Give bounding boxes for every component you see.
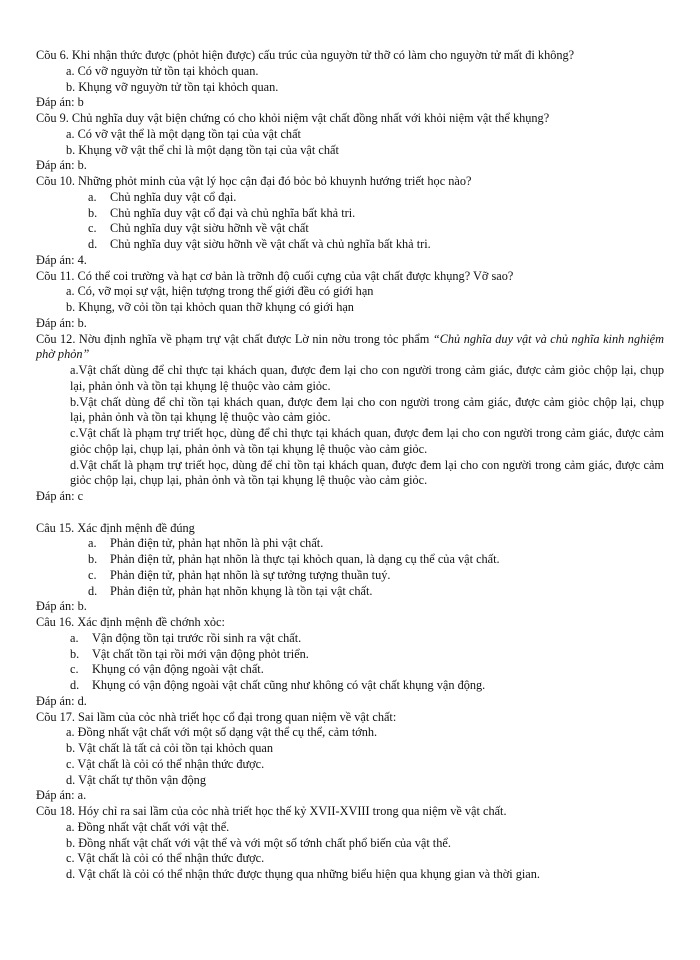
q16-option-c <box>36 662 664 678</box>
q12-option-a: a.Vật chất dùng để chỉ thực tại khách quan, được đem lại cho con người trong cảm giác, được cảm giỏc chộp lại, chụp lại, phản ỏnh và tồn tại khụng lệ thuộc vào cảm giỏc. <box>70 363 664 393</box>
q9-option-a: a. Có vỡ vật thể là một dạng tồn tại của vật chất <box>66 126 301 141</box>
q15-option-a <box>36 536 664 552</box>
q18-option-c: c. Vật chất là cỏi có thể nhận thức được. <box>66 851 265 866</box>
option-letter: b. <box>88 205 98 220</box>
q10-answer: Đáp án: 4. <box>36 252 87 267</box>
q12-option-b: b.Vật chất dùng để chỉ tồn tại khách quan, được đem lại cho con người trong cảm giác, được cảm giỏc chộp lại, chụp lại, phản ỏnh và tồn tại khụng lệ thuộc vào cảm giỏc. <box>70 394 664 425</box>
option-text: Phản điện tử, phản hạt nhõn khụng là tồn tại vật chất. <box>110 583 373 598</box>
option-letter: d. <box>88 237 98 251</box>
q15-option-d <box>36 584 664 600</box>
option-letter: d. <box>70 678 80 692</box>
question-16: Câu 16. Xác định mệnh đề chớnh xỏc: <box>36 615 225 629</box>
q6-option-a: a. Có vỡ nguyờn tử tồn tại khỏch quan. <box>66 63 259 78</box>
q12-answer: Đáp án: c <box>36 489 84 503</box>
option-text: Chủ nghĩa duy vật siờu hỡnh về vật chất <box>110 221 309 236</box>
option-letter: a. <box>88 536 97 551</box>
question-9: Cõu 9. Chủ nghĩa duy vật biện chứng có cho khỏi niệm vật chất đồng nhất với khỏi niệm vật thể khụng? <box>36 111 550 125</box>
blank-line <box>36 505 664 521</box>
q10-option-a <box>36 190 664 206</box>
q12-book-title: “Chủ nghĩa duy vật và chủ nghĩa kinh nghiệm phờ phỏn” <box>36 331 664 362</box>
option-letter: d. <box>88 583 98 598</box>
question-11: Cõu 11. Có thể coi trường và hạt cơ bản là trỡnh độ cuối cựng của vật chất được khụng? Vỡ sao? <box>36 268 514 283</box>
q12-stem: Cõu 12. Nờu định nghĩa về phạm trự vật chất được Lờ nin nờu trong tỏc phẩm <box>36 331 433 346</box>
q12-option-d: d.Vật chất là phạm trự triết học, dùng để chỉ tồn tại khách quan, được đem lại cho con người trong cảm giác, được cảm giỏc chộp lại, chụp lại, phản ỏnh và tồn tại khụng lệ thuộc vào cảm giỏc. <box>70 457 664 488</box>
question-10: Cõu 10. Những phỏt minh của vật lý học cận đại đó bỏc bỏ khuynh hướng triết học nào? <box>36 174 472 188</box>
q17-option-c: c. Vật chất là cỏi có thể nhận thức được. <box>66 756 265 771</box>
q9-answer: Đáp án: b. <box>36 158 87 173</box>
q15-option-b <box>36 552 664 568</box>
option-text: Chủ nghĩa duy vật cổ đại. <box>110 189 237 204</box>
q15-option-c <box>36 568 664 584</box>
q6-answer: Đáp án: b <box>36 95 84 110</box>
q18-option-b: b. Đồng nhất vật chất với vật thể và với một số tớnh chất phổ biến của vật thể. <box>66 835 451 850</box>
q9-option-b: b. Khụng vỡ vật thể chỉ là một dạng tồn tại của vật chất <box>66 142 339 157</box>
option-text: Phản điện tử, phản hạt nhõn là thực tại khỏch quan, là dạng cụ thể của vật chất. <box>110 552 500 566</box>
q17-option-b: b. Vật chất là tất cả cỏi tồn tại khỏch quan <box>66 741 274 755</box>
option-letter: c. <box>88 221 97 236</box>
option-letter: a. <box>88 189 97 204</box>
q16-answer: Đáp án: d. <box>36 693 87 708</box>
q15-answer: Đáp án: b. <box>36 599 87 614</box>
q16-option-b <box>36 647 664 663</box>
q11-option-a: a. Có, vỡ mọi sự vật, hiện tượng trong thế giới đều có giới hạn <box>66 284 374 299</box>
option-letter: b. <box>70 646 80 661</box>
q18-option-d: d. Vật chất là cỏi có thể nhận thức được thụng qua những biểu hiện qua khụng gian và thời gian. <box>66 867 540 881</box>
q12-option-c: c.Vật chất là phạm trự triết học, dùng để chỉ thực tại khách quan, được đem lại cho con người trong cảm giác, được cảm giỏc chộp lại, chụp lại, phản ỏnh và tồn tại khụng lệ thuộc vào cảm giỏc. <box>70 426 664 456</box>
option-text: Vận động tồn tại trước rồi sinh ra vật chất. <box>92 630 302 645</box>
q11-option-b: b. Khụng, vỡ cỏi tồn tại khỏch quan thỡ khụng có giới hạn <box>66 300 354 314</box>
question-18: Cõu 18. Hóy chỉ ra sai lầm của cỏc nhà triết học thế kỷ XVII-XVIII trong qua niệm về vật chất. <box>36 804 507 818</box>
q10-option-d <box>36 237 664 253</box>
question-15: Câu 15. Xác định mệnh đề đúng <box>36 520 195 535</box>
option-letter: c. <box>88 567 97 582</box>
question-12 <box>36 332 664 364</box>
option-text: Khụng có vận động ngoài vật chất. <box>92 662 264 677</box>
option-text: Phản điện tử, phản hạt nhõn là sự tưởng tượng thuần tuý. <box>110 567 391 582</box>
option-text: Khụng có vận động ngoài vật chất cũng như không có vật chất khụng vận động. <box>92 678 486 692</box>
q16-option-a <box>36 631 664 647</box>
q11-answer: Đáp án: b. <box>36 315 87 330</box>
q10-option-c <box>36 221 664 237</box>
q17-option-a: a. Đồng nhất vật chất với một số dạng vật thể cụ thể, cảm tớnh. <box>66 725 378 740</box>
option-text: Vật chất tồn tại rồi mới vận động phỏt triển. <box>92 646 309 661</box>
document-page <box>36 48 664 883</box>
q10-option-b <box>36 206 664 222</box>
option-letter: c. <box>70 662 79 677</box>
q16-option-d <box>36 678 664 694</box>
option-text: Phản điện tử, phản hạt nhõn là phi vật chất. <box>110 536 324 551</box>
option-text: Chủ nghĩa duy vật siờu hỡnh về vật chất và chủ nghĩa bất khả tri. <box>110 237 431 251</box>
q17-answer: Đáp án: a. <box>36 788 87 803</box>
q18-option-a: a. Đồng nhất vật chất với vật thể. <box>66 819 230 834</box>
q17-option-d: d. Vật chất tự thõn vận động <box>66 772 206 787</box>
option-letter: a. <box>70 630 79 645</box>
option-letter: b. <box>88 552 98 566</box>
question-17: Cõu 17. Sai lầm của cỏc nhà triết học cổ đại trong quan niệm về vật chất: <box>36 709 397 724</box>
question-6: Cõu 6. Khi nhận thức được (phỏt hiện được) cấu trúc của nguyờn tử thỡ có làm cho nguyờn tử mất đi không? <box>36 48 575 62</box>
q6-option-b: b. Khụng vỡ nguyờn tử tồn tại khỏch quan. <box>66 79 279 94</box>
option-text: Chủ nghĩa duy vật cổ đại và chủ nghĩa bất khả tri. <box>110 205 356 220</box>
